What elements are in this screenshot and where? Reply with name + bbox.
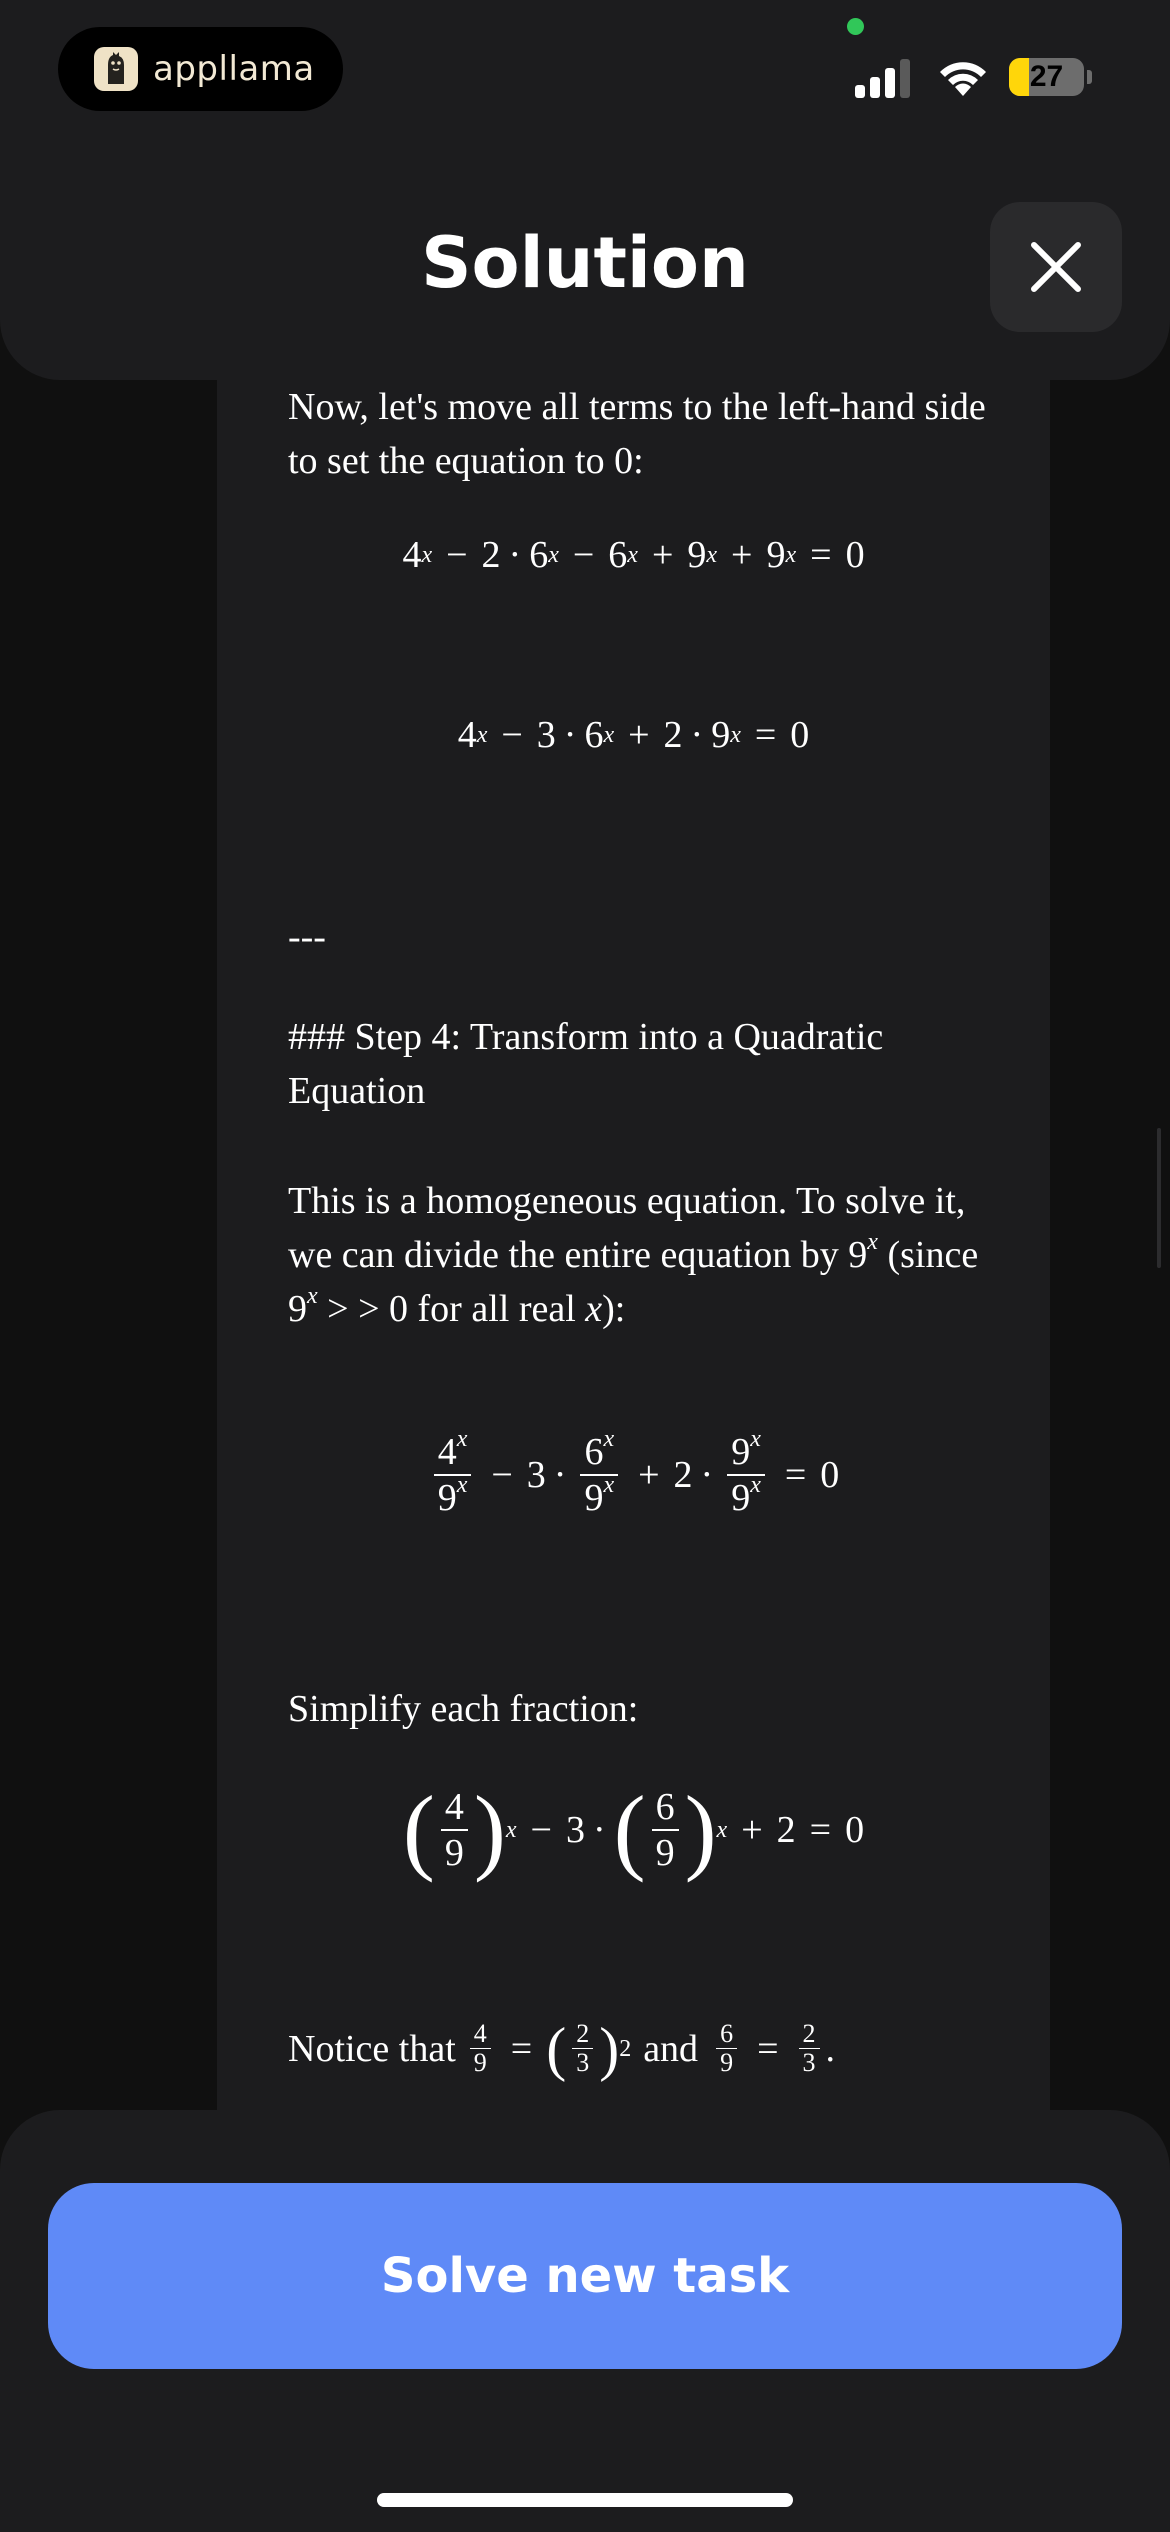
fraction: $\frac{6}{9}$ (652, 1785, 679, 1875)
llama-logo-icon (94, 47, 138, 91)
solution-content[interactable] (217, 380, 1050, 2120)
solve-new-task-button[interactable]: Solve new task (48, 2183, 1122, 2369)
step-heading: ### Step 4: Transform into a Quadratic Equation (288, 1016, 884, 1112)
equation-display: ( $\frac{4}{9}$ ) x − 3 · ( $\frac{6}{9}$ ) x + 2 = 0 (402, 1776, 865, 1883)
fraction: $\frac{4}{9}$ (441, 1785, 468, 1875)
solution-paragraph: This is a homogeneous equation. To solve it, we can divide the entire equation by 9$^x$ (since 9$^x$ > > 0 for all real x): (288, 1180, 979, 1330)
home-indicator[interactable] (377, 2493, 793, 2507)
cellular-signal-icon (855, 58, 915, 98)
equation-display: $\frac{4^x}{9^x}$ − 3 · $\frac{6^x}{9^x}$ + 2 · $\frac{9^x}{9^x}$ = 0 (217, 1420, 1050, 1530)
equation-display: 4 x − 2 · 6 x − 6 x + 9 x + 9 x = 0 (402, 534, 865, 576)
battery-icon (1009, 58, 1084, 96)
fraction: $\frac{6^x}{9^x}$ (580, 1430, 618, 1520)
fraction: $\frac{9^x}{9^x}$ (727, 1430, 765, 1520)
solution-paragraph: Notice that $\frac{4}{9}$ = ( $\frac{2}{3}$ ) 2 and $\frac{6}{9}$ = $\frac{2}{3}$ . (288, 2015, 835, 2082)
equation-display: 4 x − 3 · 6 x + 2 · 9 x = 0 (457, 714, 810, 756)
close-button[interactable] (990, 202, 1122, 332)
fraction: $\frac{4^x}{9^x}$ (434, 1430, 472, 1520)
wifi-icon (935, 56, 991, 98)
scroll-indicator[interactable] (1157, 1128, 1161, 1268)
fraction: $\frac{6}{9}$ (716, 2020, 737, 2077)
battery-percentage: 27 (1029, 60, 1064, 93)
battery-tip (1087, 70, 1092, 84)
solution-paragraph: Now, let's move all terms to the left-hand side to set the equation to 0: (288, 386, 986, 482)
fraction: $\frac{4}{9}$ (470, 2020, 491, 2077)
close-icon (1030, 241, 1082, 293)
camera-indicator-dot (847, 18, 864, 35)
fraction: $\frac{2}{3}$ (572, 2020, 593, 2077)
page-title: Solution (421, 222, 749, 304)
status-bar (0, 0, 1170, 130)
section-separator: --- (288, 916, 326, 958)
solution-paragraph: Simplify each fraction: (288, 1688, 639, 1730)
fraction: $\frac{2}{3}$ (799, 2020, 820, 2077)
app-brand-name: appllama (153, 49, 315, 89)
app-badge[interactable] (58, 27, 343, 111)
